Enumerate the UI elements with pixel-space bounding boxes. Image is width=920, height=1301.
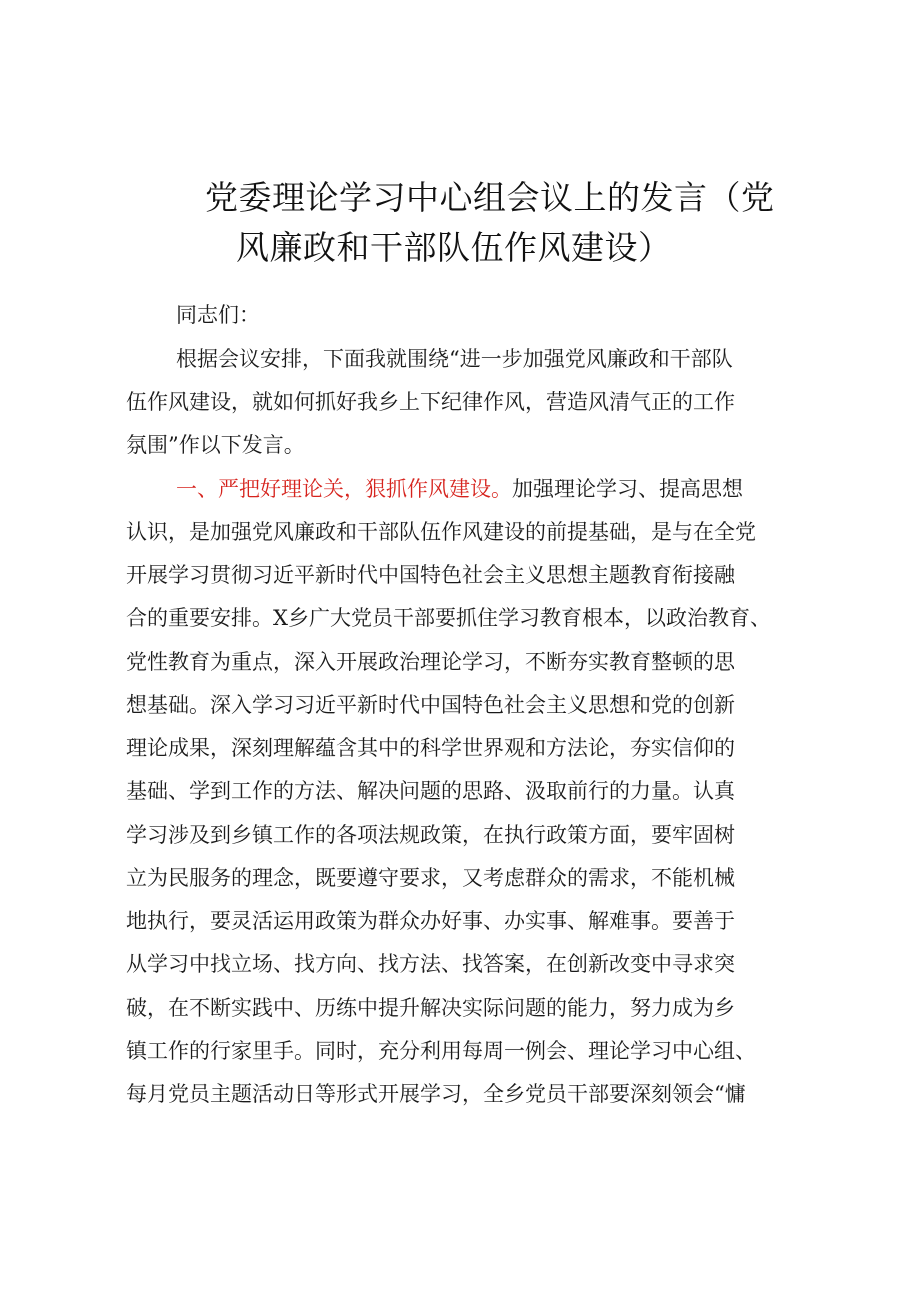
section1-line: 学习涉及到乡镇工作的各项法规政策，在执行政策方面，要牢固树 (126, 823, 735, 847)
section1-line: 从学习中找立场、找方向、找方法、找答案，在创新改变中寻求突 (126, 952, 735, 976)
section1-line: 镇工作的行家里手。同时，充分利用每周一例会、理论学习中心组、 (126, 1039, 756, 1063)
section1-line: 基础、学到工作的方法、解决问题的思路、汲取前行的力量。认真 (126, 779, 735, 803)
section1-line: 认识，是加强党风廉政和干部队伍作风建设的前提基础，是与在全党 (126, 520, 756, 544)
section1-line: 理论成果，深刻理解蕴含其中的科学世界观和方法论，夯实信仰的 (126, 736, 735, 760)
document-title-line-2: 风廉政和干部队伍作风建设） (236, 228, 672, 267)
intro-line: 氛围”作以下发言。 (126, 433, 305, 457)
section1-line: 党性教育为重点，深入开展政治理论学习，不断夯实教育整顿的思 (126, 650, 735, 674)
intro-line: 根据会议安排，下面我就围绕“进一步加强党风廉政和干部队 (176, 347, 733, 371)
document-title-line-1: 党委理论学习中心组会议上的发言（党 (205, 178, 775, 217)
section1-line: 立为民服务的理念，既要遵守要求，又考虑群众的需求，不能机械 (126, 866, 735, 890)
section1-line: 每月党员主题活动日等形式开展学习，全乡党员干部要深刻领会“慵 (126, 1082, 746, 1106)
section1-first-line (176, 475, 743, 503)
salutation: 同志们： (176, 303, 260, 327)
section1-line: 想基础。深入学习习近平新时代中国特色社会主义思想和党的创新 (126, 693, 735, 717)
section1-line: 破，在不断实践中、历练中提升解决实际问题的能力，努力成为乡 (126, 996, 735, 1020)
section1-line: 开展学习贯彻习近平新时代中国特色社会主义思想主题教育衔接融 (126, 563, 735, 587)
section1-line: 地执行，要灵活运用政策为群众办好事、办实事、解难事。要善于 (126, 909, 735, 933)
intro-line: 伍作风建设，就如何抓好我乡上下纪律作风，营造风清气正的工作 (126, 390, 735, 414)
section1-heading: 一、严把好理论关，狠抓作风建设。 (176, 477, 512, 501)
section1-first-line-text: 加强理论学习、提高思想 (512, 477, 743, 501)
section1-line: 合的重要安排。X乡广大党员干部要抓住学习教育根本，以政治教育、 (126, 606, 771, 630)
